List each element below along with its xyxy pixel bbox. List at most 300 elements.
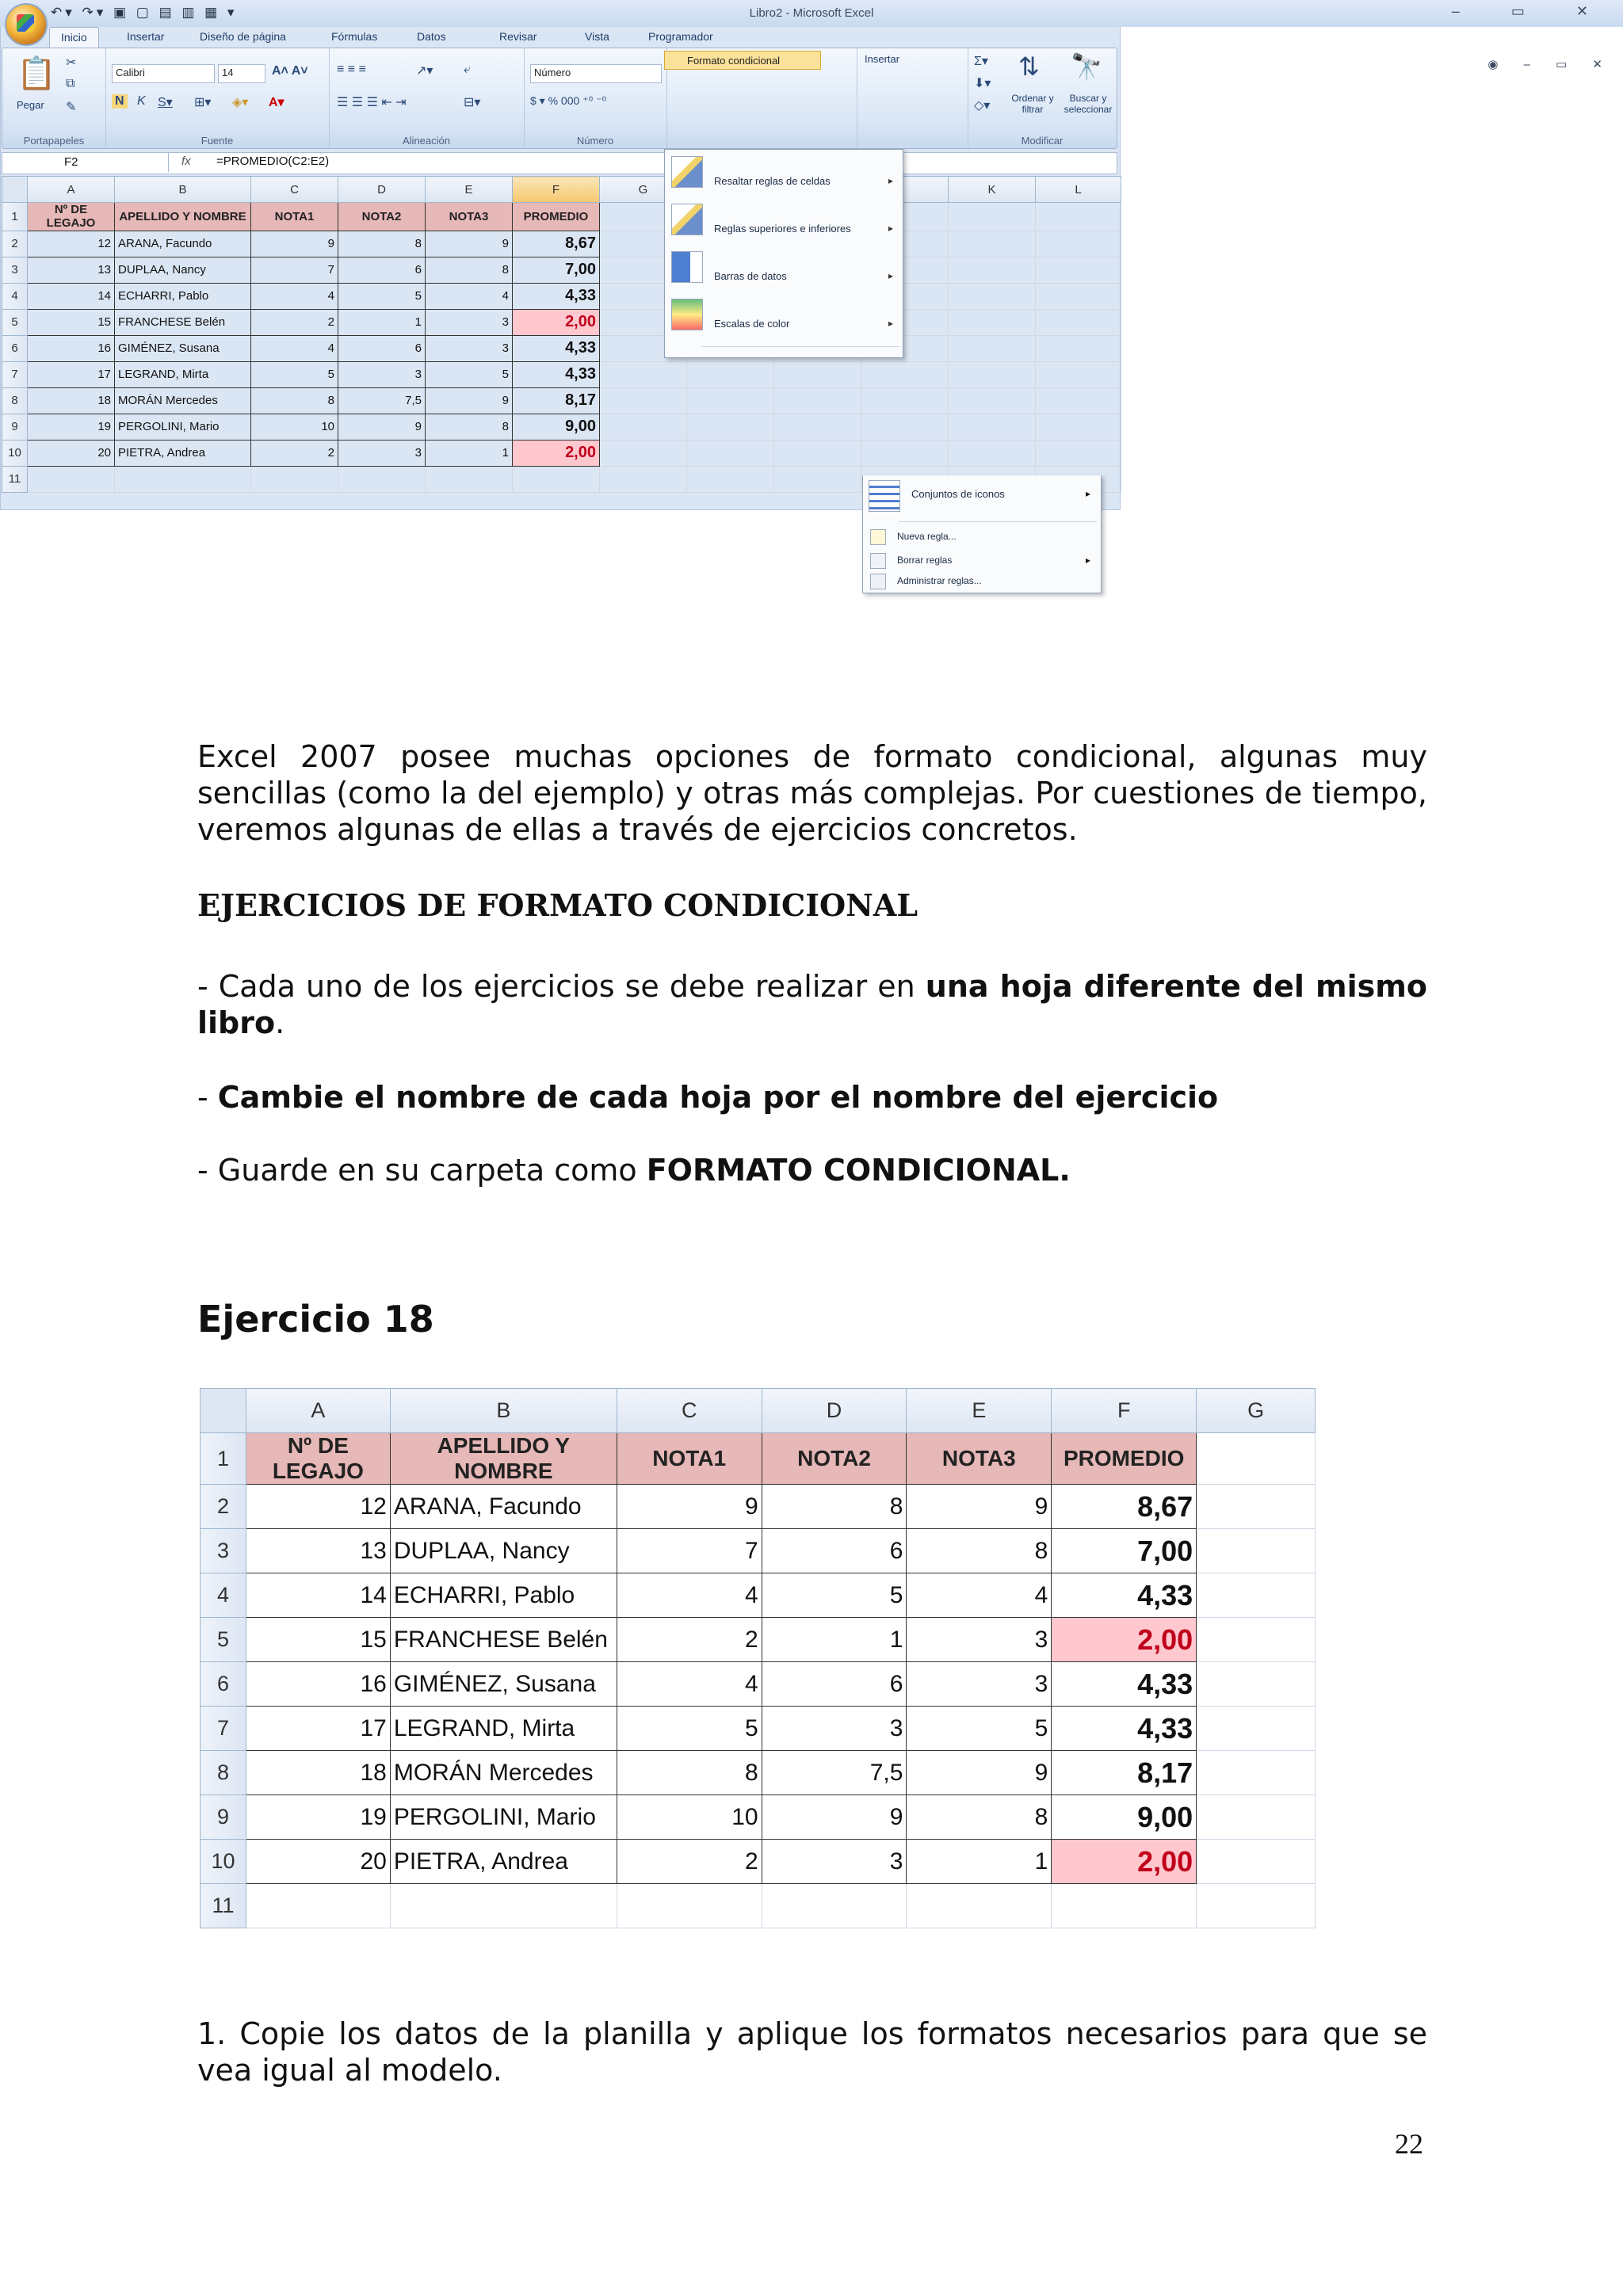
- nombre-cell[interactable]: GIMÉNEZ, Susana: [390, 1662, 617, 1707]
- column-header[interactable]: D: [762, 1389, 907, 1433]
- row-header[interactable]: 8: [200, 1751, 246, 1795]
- fill-icon[interactable]: ⬇▾: [974, 77, 991, 90]
- empty-cell[interactable]: [1197, 1529, 1316, 1573]
- legajo-cell[interactable]: 20: [28, 440, 115, 466]
- table-row: [2, 309, 1121, 335]
- table-row: [2, 231, 1121, 257]
- promedio-cell[interactable]: 2,00: [513, 309, 600, 335]
- empty-cell[interactable]: [1036, 231, 1121, 257]
- table-row: [200, 1529, 1316, 1573]
- grow-font-icon[interactable]: A˄ A˅: [272, 64, 308, 78]
- column-header[interactable]: L: [1036, 177, 1121, 203]
- empty-cell[interactable]: [1197, 1485, 1316, 1529]
- empty-cell[interactable]: [861, 414, 949, 440]
- find-icon[interactable]: 🔭: [1071, 52, 1102, 81]
- conditional-format-menu: [664, 149, 903, 358]
- empty-cell[interactable]: [338, 466, 426, 492]
- empty-cell[interactable]: [1036, 414, 1121, 440]
- empty-cell[interactable]: [774, 414, 861, 440]
- promedio-cell[interactable]: 4,33: [1052, 1707, 1197, 1751]
- number-format-select[interactable]: Número: [530, 64, 662, 83]
- empty-cell[interactable]: [861, 440, 949, 466]
- nota2-cell[interactable]: 3: [338, 361, 426, 387]
- nota1-cell[interactable]: 9: [617, 1485, 762, 1529]
- paste-label[interactable]: Pegar: [17, 99, 44, 111]
- legajo-cell[interactable]: 17: [28, 361, 115, 387]
- table-header-cell: PROMEDIO: [513, 203, 600, 231]
- empty-cell[interactable]: [1197, 1795, 1316, 1840]
- nota3-cell[interactable]: 9: [907, 1485, 1052, 1529]
- empty-cell[interactable]: [1036, 203, 1121, 231]
- nota2-cell[interactable]: 6: [338, 257, 426, 283]
- nombre-cell[interactable]: ARANA, Facundo: [390, 1485, 617, 1529]
- column-header[interactable]: B: [115, 177, 251, 203]
- row-header[interactable]: 9: [200, 1795, 246, 1840]
- copy-icon[interactable]: ⧉: [66, 77, 75, 90]
- nota1-cell[interactable]: 4: [251, 335, 338, 361]
- empty-cell[interactable]: [687, 440, 774, 466]
- nombre-cell[interactable]: FRANCHESE Belén: [115, 309, 251, 335]
- row-header[interactable]: 10: [200, 1840, 246, 1884]
- row-header[interactable]: 8: [2, 387, 28, 414]
- color-scales-icon: [671, 299, 703, 330]
- nota1-cell[interactable]: 10: [251, 414, 338, 440]
- nota2-cell[interactable]: 3: [338, 440, 426, 466]
- menu-item-highlight-rules[interactable]: Resaltar reglas de celdas ▸: [665, 156, 903, 191]
- clear-rules-icon: [870, 553, 886, 569]
- table-header-cell: NOTA1: [251, 203, 338, 231]
- legajo-cell[interactable]: 18: [28, 387, 115, 414]
- clear-icon[interactable]: ◇▾: [974, 99, 991, 113]
- italic-icon[interactable]: K: [137, 94, 146, 108]
- nombre-cell[interactable]: GIMÉNEZ, Susana: [115, 335, 251, 361]
- column-header[interactable]: G: [600, 177, 687, 203]
- nota3-cell[interactable]: 8: [907, 1795, 1052, 1840]
- empty-cell[interactable]: [600, 414, 687, 440]
- group-portapapeles: [2, 48, 106, 148]
- intro-paragraph: Excel 2007 posee muchas opciones de formato condicional, algunas muy sencillas (como la del ejemplo) y otras más complejas. Por cuestiones de tiempo, veremos algunas de ellas a través de ejercicios concretos.: [197, 739, 1427, 847]
- promedio-cell[interactable]: 8,67: [1052, 1485, 1197, 1529]
- column-header[interactable]: D: [338, 177, 426, 203]
- empty-cell[interactable]: [617, 1884, 762, 1928]
- fx-icon[interactable]: fx: [181, 154, 191, 168]
- menu-item-icon-sets[interactable]: Conjuntos de iconos: [911, 488, 1005, 500]
- nota2-cell[interactable]: 5: [762, 1573, 907, 1618]
- nota2-cell[interactable]: 7,5: [762, 1751, 907, 1795]
- formula-input[interactable]: =PROMEDIO(C2:E2): [216, 154, 330, 168]
- row-header[interactable]: 7: [2, 361, 28, 387]
- menu-item-manage-rules[interactable]: Administrar reglas...: [897, 575, 982, 586]
- legajo-cell[interactable]: 13: [28, 257, 115, 283]
- column-header[interactable]: B: [390, 1389, 617, 1433]
- quick-access-toolbar[interactable]: ↶▾ ↷▾ ▣ ▢ ▤ ▥ ▦ ▾: [51, 5, 238, 20]
- table-row: [2, 440, 1121, 466]
- legajo-cell[interactable]: 12: [246, 1485, 390, 1529]
- nombre-cell[interactable]: PIETRA, Andrea: [390, 1840, 617, 1884]
- ribbon: [2, 48, 1117, 149]
- nota1-cell[interactable]: 2: [617, 1840, 762, 1884]
- row-header[interactable]: 6: [200, 1662, 246, 1707]
- empty-cell[interactable]: [949, 257, 1036, 283]
- nota3-cell[interactable]: 3: [907, 1662, 1052, 1707]
- row-header[interactable]: 9: [2, 414, 28, 440]
- nota2-cell[interactable]: 6: [338, 335, 426, 361]
- row-header[interactable]: 6: [2, 335, 28, 361]
- align-left-icon[interactable]: ☰ ☰ ☰ ⇤ ⇥: [337, 96, 407, 109]
- empty-cell[interactable]: [949, 231, 1036, 257]
- ribbon-tabs: Inicio Insertar Diseño de página Fórmulas Datos Revisar Vista Programador ◉ ‒ ▭ ✕: [0, 27, 1121, 48]
- nota2-cell[interactable]: 8: [338, 231, 426, 257]
- nombre-cell[interactable]: DUPLAA, Nancy: [115, 257, 251, 283]
- empty-cell[interactable]: [1197, 1884, 1316, 1928]
- icon-sets-icon: [869, 480, 900, 512]
- empty-cell[interactable]: [600, 387, 687, 414]
- legajo-cell[interactable]: 16: [28, 335, 115, 361]
- nota3-cell[interactable]: 3: [426, 309, 513, 335]
- empty-cell[interactable]: [251, 466, 338, 492]
- empty-cell[interactable]: [687, 414, 774, 440]
- empty-cell[interactable]: [949, 387, 1036, 414]
- nombre-cell[interactable]: ARANA, Facundo: [115, 231, 251, 257]
- column-header[interactable]: F: [1052, 1389, 1197, 1433]
- sort-filter-icon[interactable]: ⇅: [1018, 52, 1040, 81]
- promedio-cell[interactable]: 2,00: [1052, 1840, 1197, 1884]
- underline-icon[interactable]: S▾: [158, 96, 173, 109]
- nota3-cell[interactable]: 3: [907, 1618, 1052, 1662]
- tab-diseno[interactable]: Diseño de página: [200, 30, 286, 43]
- nota1-cell[interactable]: 5: [617, 1707, 762, 1751]
- legajo-cell[interactable]: 16: [246, 1662, 390, 1707]
- nota2-cell[interactable]: 8: [762, 1485, 907, 1529]
- instruction-3: [197, 1152, 1427, 1188]
- table-header-cell: NOTA3: [426, 203, 513, 231]
- menu-item-top-bottom-rules[interactable]: Reglas superiores e inferiores ▸: [665, 204, 903, 238]
- group-fuente: [105, 48, 330, 148]
- nota3-cell[interactable]: 5: [907, 1707, 1052, 1751]
- promedio-cell[interactable]: 7,00: [1052, 1529, 1197, 1573]
- empty-cell[interactable]: [600, 466, 687, 492]
- autosum-icon[interactable]: Σ▾: [974, 55, 988, 68]
- cut-icon[interactable]: ✂: [66, 56, 77, 70]
- row-header[interactable]: 2: [2, 231, 28, 257]
- nota2-cell[interactable]: 1: [338, 309, 426, 335]
- row-header[interactable]: 2: [200, 1485, 246, 1529]
- nota2-cell[interactable]: 7,5: [338, 387, 426, 414]
- column-header[interactable]: F: [513, 177, 600, 203]
- empty-cell[interactable]: [1036, 309, 1121, 335]
- nombre-cell[interactable]: ECHARRI, Pablo: [115, 283, 251, 309]
- window-title: Libro2 - Microsoft Excel: [749, 6, 874, 20]
- row-header[interactable]: 7: [200, 1707, 246, 1751]
- nombre-cell[interactable]: FRANCHESE Belén: [390, 1618, 617, 1662]
- exercise-instruction: 1. Copie los datos de la planilla y aplique los formatos necesarios para que se vea igual al modelo.: [197, 2016, 1427, 2088]
- font-color-icon[interactable]: A▾: [269, 96, 285, 109]
- promedio-cell[interactable]: 9,00: [1052, 1795, 1197, 1840]
- nota3-cell[interactable]: 1: [907, 1840, 1052, 1884]
- conditional-format-button[interactable]: Formato condicional: [664, 51, 821, 70]
- format-painter-icon[interactable]: ✎: [66, 101, 77, 114]
- select-all-corner[interactable]: [200, 1389, 246, 1433]
- empty-cell[interactable]: [1197, 1707, 1316, 1751]
- nota3-cell[interactable]: 4: [426, 283, 513, 309]
- tab-inicio[interactable]: Inicio: [49, 27, 99, 48]
- legajo-cell[interactable]: 13: [246, 1529, 390, 1573]
- exercise-grid[interactable]: [200, 1388, 1316, 1928]
- find-select-button[interactable]: Buscar y seleccionar: [1064, 93, 1113, 115]
- empty-cell[interactable]: [687, 387, 774, 414]
- office-button-icon[interactable]: [5, 3, 48, 46]
- font-name-select[interactable]: Calibri: [112, 64, 215, 83]
- select-all-corner[interactable]: [2, 177, 28, 203]
- orientation-icon[interactable]: ↗▾: [416, 64, 433, 78]
- row-header[interactable]: 4: [2, 283, 28, 309]
- empty-cell[interactable]: [28, 466, 115, 492]
- promedio-cell[interactable]: 8,17: [1052, 1751, 1197, 1795]
- legajo-cell[interactable]: 19: [28, 414, 115, 440]
- legajo-cell[interactable]: 15: [28, 309, 115, 335]
- empty-cell[interactable]: [115, 466, 251, 492]
- column-header[interactable]: G: [1197, 1389, 1316, 1433]
- bold-icon[interactable]: N: [112, 94, 128, 109]
- tab-programador[interactable]: Programador: [648, 30, 713, 43]
- submenu-arrow-icon: ▸: [1085, 488, 1090, 499]
- tab-revisar[interactable]: Revisar: [499, 30, 537, 43]
- align-top-icon[interactable]: ≡ ≡ ≡: [337, 63, 366, 76]
- promedio-cell[interactable]: 8,17: [513, 387, 600, 414]
- sort-filter-button[interactable]: Ordenar y filtrar: [1011, 93, 1054, 115]
- empty-cell[interactable]: [949, 335, 1036, 361]
- nota3-cell[interactable]: 9: [907, 1751, 1052, 1795]
- empty-cell[interactable]: [1052, 1884, 1197, 1928]
- font-size-select[interactable]: 14: [218, 64, 265, 83]
- merge-icon[interactable]: ⊟▾: [464, 96, 481, 109]
- nota1-cell[interactable]: 2: [251, 309, 338, 335]
- manage-rules-icon: [870, 574, 886, 589]
- nota3-cell[interactable]: 4: [907, 1573, 1052, 1618]
- nota1-cell[interactable]: 8: [251, 387, 338, 414]
- column-header[interactable]: E: [426, 177, 513, 203]
- row-header[interactable]: 3: [200, 1529, 246, 1573]
- empty-cell[interactable]: [1036, 361, 1121, 387]
- empty-cell[interactable]: [687, 466, 774, 492]
- empty-cell[interactable]: [1036, 387, 1121, 414]
- table-row: [200, 1795, 1316, 1840]
- currency-icon[interactable]: $ ▾ % 000 ⁺⁰ ⁻⁰: [530, 94, 607, 107]
- nombre-cell[interactable]: MORÁN Mercedes: [115, 387, 251, 414]
- nota1-cell[interactable]: 2: [251, 440, 338, 466]
- empty-cell[interactable]: [949, 361, 1036, 387]
- nombre-cell[interactable]: ECHARRI, Pablo: [390, 1573, 617, 1618]
- legajo-cell[interactable]: 18: [246, 1751, 390, 1795]
- new-rule-icon: [870, 529, 886, 545]
- nota2-cell[interactable]: 1: [762, 1618, 907, 1662]
- table-header-cell: Nº DE LEGAJO: [28, 203, 115, 231]
- empty-cell[interactable]: [1197, 1433, 1316, 1485]
- nombre-cell[interactable]: PERGOLINI, Mario: [115, 414, 251, 440]
- empty-cell[interactable]: [774, 361, 861, 387]
- empty-cell[interactable]: [1197, 1840, 1316, 1884]
- legajo-cell[interactable]: 15: [246, 1618, 390, 1662]
- empty-cell[interactable]: [762, 1884, 907, 1928]
- column-header[interactable]: A: [28, 177, 115, 203]
- empty-cell[interactable]: [907, 1884, 1052, 1928]
- row-header[interactable]: 3: [2, 257, 28, 283]
- nota1-cell[interactable]: 8: [617, 1751, 762, 1795]
- column-header[interactable]: K: [949, 177, 1036, 203]
- column-header[interactable]: C: [251, 177, 338, 203]
- empty-cell[interactable]: [774, 440, 861, 466]
- group-celdas: [857, 48, 968, 148]
- row-header[interactable]: 10: [2, 440, 28, 466]
- nota2-cell[interactable]: 9: [338, 414, 426, 440]
- legajo-cell[interactable]: 14: [246, 1573, 390, 1618]
- empty-cell[interactable]: [1197, 1662, 1316, 1707]
- row-header[interactable]: 11: [200, 1884, 246, 1928]
- tab-formulas[interactable]: Fórmulas: [331, 30, 378, 43]
- empty-cell[interactable]: [861, 361, 949, 387]
- empty-cell[interactable]: [600, 440, 687, 466]
- nota3-cell[interactable]: 9: [426, 231, 513, 257]
- promedio-cell[interactable]: 4,33: [513, 335, 600, 361]
- table-header-cell: Nº DE LEGAJO: [246, 1433, 390, 1485]
- empty-cell[interactable]: [949, 203, 1036, 231]
- nota2-cell[interactable]: 5: [338, 283, 426, 309]
- column-header[interactable]: C: [617, 1389, 762, 1433]
- empty-cell[interactable]: [426, 466, 513, 492]
- empty-cell[interactable]: [1036, 335, 1121, 361]
- table-header-cell: NOTA2: [762, 1433, 907, 1485]
- nota2-cell[interactable]: 3: [762, 1707, 907, 1751]
- name-box[interactable]: F2: [2, 153, 169, 172]
- nombre-cell[interactable]: DUPLAA, Nancy: [390, 1529, 617, 1573]
- legajo-cell[interactable]: 12: [28, 231, 115, 257]
- tab-vista[interactable]: Vista: [585, 30, 609, 43]
- nota1-cell[interactable]: 10: [617, 1795, 762, 1840]
- empty-cell[interactable]: [949, 440, 1036, 466]
- legajo-cell[interactable]: 19: [246, 1795, 390, 1840]
- promedio-cell[interactable]: 8,67: [513, 231, 600, 257]
- nota2-cell[interactable]: 6: [762, 1662, 907, 1707]
- promedio-cell[interactable]: 4,33: [513, 283, 600, 309]
- instruction-3-prefix: - Guarde en su carpeta como: [197, 1153, 647, 1188]
- empty-cell[interactable]: [949, 309, 1036, 335]
- empty-cell[interactable]: [1197, 1751, 1316, 1795]
- nota2-cell[interactable]: 9: [762, 1795, 907, 1840]
- nota1-cell[interactable]: 4: [251, 283, 338, 309]
- nota1-cell[interactable]: 5: [251, 361, 338, 387]
- nota1-cell[interactable]: 4: [617, 1573, 762, 1618]
- column-header[interactable]: E: [907, 1389, 1052, 1433]
- row-header[interactable]: 1: [200, 1433, 246, 1485]
- row-header[interactable]: 5: [200, 1618, 246, 1662]
- empty-cell[interactable]: [390, 1884, 617, 1928]
- empty-cell[interactable]: [600, 361, 687, 387]
- wrap-text-icon[interactable]: ⤶: [464, 63, 471, 76]
- promedio-cell[interactable]: 7,00: [513, 257, 600, 283]
- nota1-cell[interactable]: 7: [251, 257, 338, 283]
- table-row: [200, 1485, 1316, 1529]
- row-header[interactable]: 1: [2, 203, 28, 231]
- empty-cell[interactable]: [949, 414, 1036, 440]
- promedio-cell[interactable]: 2,00: [1052, 1618, 1197, 1662]
- table-row: [200, 1618, 1316, 1662]
- empty-cell[interactable]: [949, 283, 1036, 309]
- empty-cell[interactable]: [1197, 1618, 1316, 1662]
- row-header[interactable]: 11: [2, 466, 28, 492]
- group-modificar: [968, 48, 1117, 148]
- legajo-cell[interactable]: 14: [28, 283, 115, 309]
- menu-item-data-bars[interactable]: Barras de datos ▸: [665, 251, 903, 286]
- empty-cell[interactable]: [774, 466, 861, 492]
- tab-insertar[interactable]: Insertar: [127, 30, 165, 43]
- submenu-arrow-icon: ▸: [888, 175, 893, 186]
- nota2-cell[interactable]: 3: [762, 1840, 907, 1884]
- instruction-3-bold: FORMATO CONDICIONAL.: [646, 1153, 1071, 1188]
- nombre-cell[interactable]: PIETRA, Andrea: [115, 440, 251, 466]
- nota1-cell[interactable]: 7: [617, 1529, 762, 1573]
- column-header[interactable]: A: [246, 1389, 390, 1433]
- empty-cell[interactable]: [774, 387, 861, 414]
- nombre-cell[interactable]: MORÁN Mercedes: [390, 1751, 617, 1795]
- table-header-cell: NOTA2: [338, 203, 426, 231]
- empty-cell[interactable]: [513, 466, 600, 492]
- empty-cell[interactable]: [1036, 440, 1121, 466]
- menu-item-clear-rules[interactable]: Borrar reglas: [897, 555, 953, 566]
- nota1-cell[interactable]: 4: [617, 1662, 762, 1707]
- nota3-cell[interactable]: 8: [426, 257, 513, 283]
- nombre-cell[interactable]: LEGRAND, Mirta: [115, 361, 251, 387]
- worksheet-grid[interactable]: [2, 176, 1121, 493]
- empty-cell[interactable]: [1197, 1573, 1316, 1618]
- empty-cell[interactable]: [1036, 257, 1121, 283]
- border-icon[interactable]: ⊞▾: [194, 96, 212, 109]
- empty-cell[interactable]: [861, 387, 949, 414]
- promedio-cell[interactable]: 9,00: [513, 414, 600, 440]
- promedio-cell[interactable]: 2,00: [513, 440, 600, 466]
- nota3-cell[interactable]: 9: [426, 387, 513, 414]
- nota3-cell[interactable]: 8: [426, 414, 513, 440]
- promedio-cell[interactable]: 4,33: [1052, 1662, 1197, 1707]
- nombre-cell[interactable]: PERGOLINI, Mario: [390, 1795, 617, 1840]
- menu-item-new-rule[interactable]: Nueva regla...: [897, 531, 957, 542]
- nombre-cell[interactable]: LEGRAND, Mirta: [390, 1707, 617, 1751]
- nota3-cell[interactable]: 3: [426, 335, 513, 361]
- insert-cells-button[interactable]: Insertar: [865, 53, 900, 65]
- empty-cell[interactable]: [1036, 283, 1121, 309]
- empty-cell[interactable]: [246, 1884, 390, 1928]
- promedio-cell[interactable]: 4,33: [1052, 1573, 1197, 1618]
- fill-color-icon[interactable]: ◈▾: [232, 96, 249, 109]
- menu-separator: [899, 521, 1097, 522]
- nota2-cell[interactable]: 6: [762, 1529, 907, 1573]
- nota1-cell[interactable]: 2: [617, 1618, 762, 1662]
- row-header[interactable]: 4: [200, 1573, 246, 1618]
- table-row: [2, 387, 1121, 414]
- tab-datos[interactable]: Datos: [417, 30, 446, 43]
- legajo-cell[interactable]: 20: [246, 1840, 390, 1884]
- nota3-cell[interactable]: 5: [426, 361, 513, 387]
- paste-icon[interactable]: 📋: [17, 56, 56, 91]
- menu-item-color-scales[interactable]: Escalas de color ▸: [665, 299, 903, 334]
- empty-cell[interactable]: [687, 361, 774, 387]
- promedio-cell[interactable]: 4,33: [513, 361, 600, 387]
- nota3-cell[interactable]: 1: [426, 440, 513, 466]
- legajo-cell[interactable]: 17: [246, 1707, 390, 1751]
- nota1-cell[interactable]: 9: [251, 231, 338, 257]
- row-header[interactable]: 5: [2, 309, 28, 335]
- table-header-cell: PROMEDIO: [1052, 1433, 1197, 1485]
- nota3-cell[interactable]: 8: [907, 1529, 1052, 1573]
